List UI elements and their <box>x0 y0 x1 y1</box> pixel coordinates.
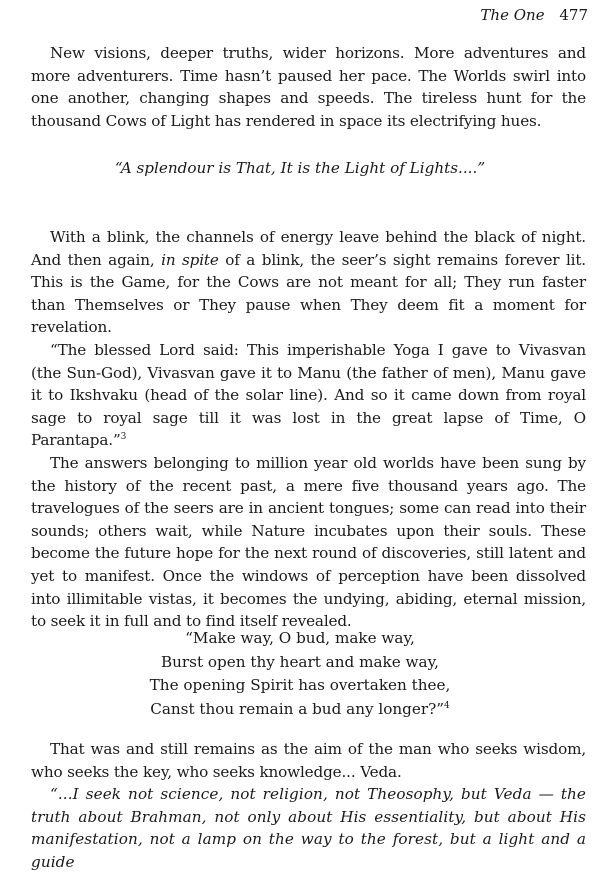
poem-line-4-text: Canst thou remain a bud any longer?” <box>150 699 445 718</box>
poem-line-2: Burst open thy heart and make way, <box>160 652 439 671</box>
paragraph-blink-part-b: of a blink, the seer’s sight remains forever lit. This is the Game, for the Cows are not meant for all; They run faster than Themselves or They pause when They deem fit a moment for revelation. <box>31 250 586 337</box>
paragraph-blessed-lord-text: “The blessed Lord said: This imperishable Yoga I gave to Vivasvan (the Sun-God), Vivasvan gave it to Manu (the father of men), Manu gave it to Ikshvaku (head of the solar line). And so it came down from royal sage to royal sage till it was lost in the great lapse of Time, O Parantapa.” <box>31 340 586 450</box>
poem-make-way <box>0 627 600 721</box>
quote-splendour: “A splendour is That, It is the Light of Lights....” <box>114 159 486 177</box>
paragraph-answers: The answers belonging to million year old worlds have been sung by the history of the recent past, a mere five thousand years ago. The travelogues of the seers are in ancient tongues; some can read into their sounds; others wait, while Nature incubates upon their souls. These become the future hope for the next round of discoveries, still latent and yet to manifest. Once the windows of perception have been dissolved into illimitable vistas, it becomes the undying, abiding, eternal mission, to seek it in full and to find itself revealed. <box>31 453 586 631</box>
paragraph-with-a-blink <box>31 226 586 339</box>
middle-section <box>31 226 586 633</box>
footnote-marker-3: 3 <box>120 432 127 443</box>
paragraph-new-visions: New visions, deeper truths, wider horizons. More adventures and more adventurers. Time hasn’t paused her pace. The Worlds swirl into one another, changing shapes and speeds. The tireless hunt for the thousand Cows of Light has rendered in space its electrifying hues. <box>31 44 586 130</box>
paragraph-blessed-lord <box>31 339 586 452</box>
poem-line-1: “Make way, O bud, make way, <box>185 629 415 647</box>
paragraph-aim-of-man: That was and still remains as the aim of the man who seeks wisdom, who seeks the key, who seeks knowledge... Veda. <box>31 740 586 781</box>
paragraph-seek-veda: “...I seek not science, not religion, not Theosophy, but Veda — the truth about Brahman, not only about His essentiality, but about His manifestation, not a lamp on the way to the forest, but a light and a guide <box>31 785 586 871</box>
page-number: 477 <box>559 6 588 24</box>
poem-line-3: The opening Spirit has overtaken thee, <box>149 676 451 694</box>
closing-section <box>31 738 586 874</box>
chapter-title: The One <box>480 6 545 24</box>
opening-section <box>31 42 586 132</box>
footnote-marker-4: 4 <box>444 700 450 711</box>
poem-line-4 <box>0 698 600 722</box>
paragraph-blink-part-a: With a blink, the channels of energy leave behind the black of night. And then again, <box>31 228 586 269</box>
running-head <box>480 6 588 24</box>
paragraph-blink-italic: in spite <box>161 250 219 269</box>
